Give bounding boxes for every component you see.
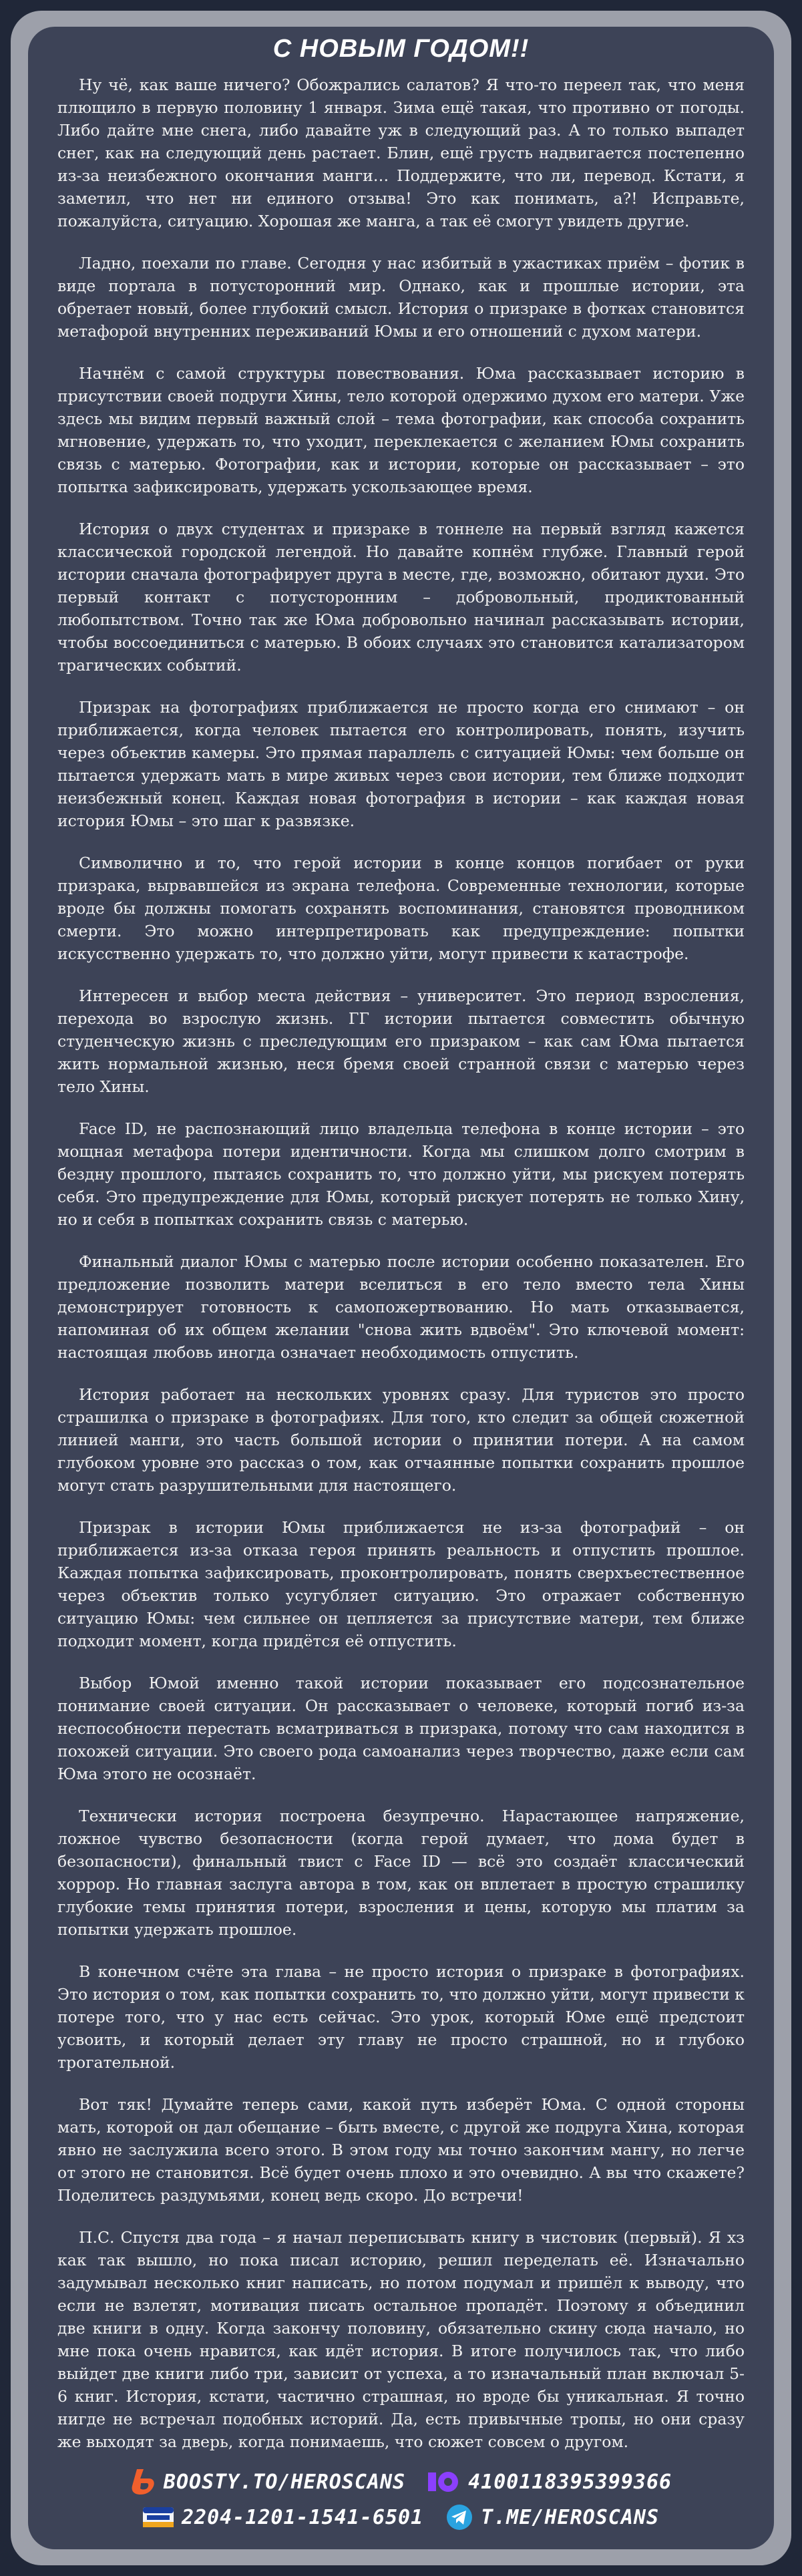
visa-card-icon bbox=[143, 2507, 174, 2527]
telegram-url: T.ME/HEROSCANS bbox=[481, 2505, 660, 2529]
page-title: С НОВЫМ ГОДОМ!! bbox=[272, 35, 530, 63]
paragraph: История работает на нескольких уровнях сразу. Для туристов это просто страшилка о призраке в фотографиях. Для того, кто следит за общей сюжетной линией манги, это часть большой истории о принятии потери. А на самом глубоком уровне это рассказ о том, как отчаянные попытки сохранить прошлое могут стать разрушительными для настоящего. bbox=[57, 1385, 745, 1495]
telegram-icon bbox=[446, 2504, 473, 2531]
support-row-1 bbox=[28, 2468, 774, 2496]
article-body bbox=[57, 73, 745, 2472]
page-frame bbox=[11, 11, 791, 2565]
paragraph: Финальный диалог Юмы с матерью после истории особенно показателен. Его предложение позволить матери вселиться в его тело вместо тела Хины демонстрирует готовность к самопожертвованию. Но мать отказывается, напоминая об их общем желании "снова жить вдвоём". Это ключевой момент: настоящая любовь иногда означает необходимость отпустить. bbox=[57, 1252, 745, 1362]
paragraph: П.С. Спустя два года – я начал переписывать книгу в чистовик (первый). Я хз как так вышло, но пока писал историю, решил переделать её. Изначально задумывал несколько книг написать, но потом подумал и пришёл к выводу, что если не взлетят, мотивация писать остальное пропадёт. Поэтому я объединил две книги в одну. Когда закончу половину, обязательно скину сюда начало, но мне пока очень нравится, как идёт история. В итоге получилось так, что либо выйдет две книги либо три, зависит от успеха, а то изначальный план включал 5-6 книг. История, кстати, частично страшная, но вроде бы уникальная. Я точно нигде не встречал подобных историй. Да, есть привычные тропы, но они сразу же выходят за дверь, когда понимаешь, что сюжет совсем о другом. bbox=[57, 2228, 745, 2451]
support-row-2 bbox=[28, 2504, 774, 2531]
paragraph: Символично и то, что герой истории в конце концов погибает от руки призрака, вырвавшейся из экрана телефона. Современные технологии, которые вроде бы должны помогать сохранять воспоминания, становятся проводником смерти. Это можно интерпретировать как предупреждение: попытки искусственно удержать то, что должно уйти, могут привести к катастрофе. bbox=[57, 854, 745, 963]
paragraph: Начнём с самой структуры повествования. Юма рассказывает историю в присутствии своей подруги Хины, тело которой одержимо духом его матери. Уже здесь мы видим первый важный слой – тема фотографии, как способа сохранить мгновение, удержать то, что уходит, переклекается с желанием Юмы сохранить связь с матерью. Фотографии, как и истории, которые он рассказывает – это попытка зафиксировать, удержать ускользающее время. bbox=[57, 364, 745, 496]
card-number[interactable] bbox=[143, 2504, 423, 2531]
yoomoney-number: 4100118395399366 bbox=[468, 2470, 672, 2494]
paragraph: Выбор Юмой именно такой истории показывает его подсознательное понимание своей ситуации. Он рассказывает о человеке, который погиб из-за неспособности перестать всматриваться в призрака, потому что сам находится в похожей ситуации. Это своего рода самоанализ через творчество, даже если сам Юма этого не осознаёт. bbox=[57, 1674, 745, 1783]
paragraph: Ну чё, как ваше ничего? Обожрались салатов? Я что-то переел так, что меня плющило в первую половину 1 января. Зима ещё такая, что противно от погоды. Либо дайте мне снега, либо давайте уж в следующий раз. А то только выпадет снег, как на следующий день растает. Блин, ещё грусть надвигается постепенно из-за неизбежного окончания манги… Поддержите, что ли, перевод. Кстати, я заметил, что нет ни единого отзыва! Это как понимать, а?! Исправьте, пожалуйста, ситуацию. Хорошая же манга, а так её смогут увидеть другие. bbox=[57, 75, 745, 230]
telegram-link[interactable] bbox=[446, 2504, 659, 2531]
boosty-icon bbox=[130, 2468, 156, 2496]
support-links bbox=[28, 2468, 774, 2539]
paragraph: Технически история построена безупречно. Нарастающее напряжение, ложное чувство безопасности (когда герой думает, что дома будет в безопасности), финальный твист с Face ID — всё это создаёт классический хоррор. Но главная заслуга автора в том, как он вплетает в простую страшилку глубокие темы принятия потери, взросления и цены, которую мы платим за попытки удержать прошлое. bbox=[57, 1807, 745, 1939]
paragraph: Вот тяк! Думайте теперь сами, какой путь изберёт Юма. С одной стороны мать, которой он дал обещание – быть вместе, с другой же подруга Хина, которая явно не заслужила всего этого. В этом году мы точно закончим мангу, но легче от этого не становится. Всё будет очень плохо и это очевидно. А вы что скажете? Поделитесь раздумьями, конец ведь скоро. До встречи! bbox=[57, 2095, 745, 2205]
paragraph: История о двух студентах и призраке в тоннеле на первый взгляд кажется классической городской легендой. Но давайте копнём глубже. Главный герой истории сначала фотографирует друга в месте, где, возможно, обитают духи. Это первый контакт с потусторонним – добровольный, продиктованный любопытством. Точно так же Юма добровольно начинал рассказывать истории, чтобы воссоединиться с матерью. В обоих случаях это становится катализатором трагических событий. bbox=[57, 520, 745, 675]
paragraph: Призрак на фотографиях приближается не просто когда его снимают – он приближается, когда человек пытается его контролировать, понять, изучить через объектив камеры. Это прямая параллель с ситуацией Юмы: чем больше он пытается удержать мать в мире живых через свои истории, тем ближе подходит неизбежный конец. Каждая новая фотография в истории – как каждая новая история Юмы – это шаг к развязке. bbox=[57, 698, 745, 830]
boosty-link[interactable] bbox=[130, 2468, 405, 2496]
yoomoney-icon bbox=[428, 2470, 460, 2493]
boosty-url: BOOSTY.TO/HEROSCANS bbox=[163, 2470, 406, 2494]
content-card bbox=[28, 27, 774, 2549]
paragraph: Призрак в истории Юмы приближается не из-за фотографий – он приближается из-за отказа героя принять реальность и отпустить прошлое. Каждая попытка зафиксировать, проконтролировать, понять сверхъестественное через объектив только усугубляет ситуацию. Это отражает собственную ситуацию Юмы: чем сильнее он цепляется за присутствие матери, тем ближе подходит момент, когда придётся её отпустить. bbox=[57, 1518, 745, 1650]
paragraph: Ладно, поехали по главе. Сегодня у нас избитый в ужастиках приём – фотик в виде портала в потусторонний мир. Однако, как и прошлые истории, эта обретает новый, более глубокий смысл. История о призраке в фотках становится метафорой внутренних переживаний Юмы и его отношений с духом матери. bbox=[57, 254, 745, 341]
paragraph: В конечном счёте эта глава – не просто история о призраке в фотографиях. Это история о том, как попытки сохранить то, что должно уйти, могут привести к потере того, что у нас есть сейчас. Это урок, который Юме ещё предстоит усвоить, и который делает эту главу не просто страшной, но и глубоко трогательной. bbox=[57, 1962, 745, 2072]
card-number-text: 2204-1201-1541-6501 bbox=[181, 2505, 424, 2529]
paragraph: Face ID, не распознающий лицо владельца телефона в конце истории – это мощная метафора потери идентичности. Когда мы слишком долго смотрим в бездну прошлого, пытаясь сохранить то, что должно уйти, мы рискуем потерять себя. Это предупреждение для Юмы, который рискует потерять не только Хину, но и себя в попытках сохранить связь с матерью. bbox=[57, 1119, 745, 1229]
yoomoney-wallet[interactable] bbox=[428, 2468, 672, 2496]
paragraph: Интересен и выбор места действия – университет. Это период взросления, перехода во взрослую жизнь. ГГ истории пытается совместить обычную студенческую жизнь с преследующим его призраком – как сам Юма пытается жить нормальной жизнью, неся бремя своей странной связи с матерью через тело Хины. bbox=[57, 986, 745, 1096]
